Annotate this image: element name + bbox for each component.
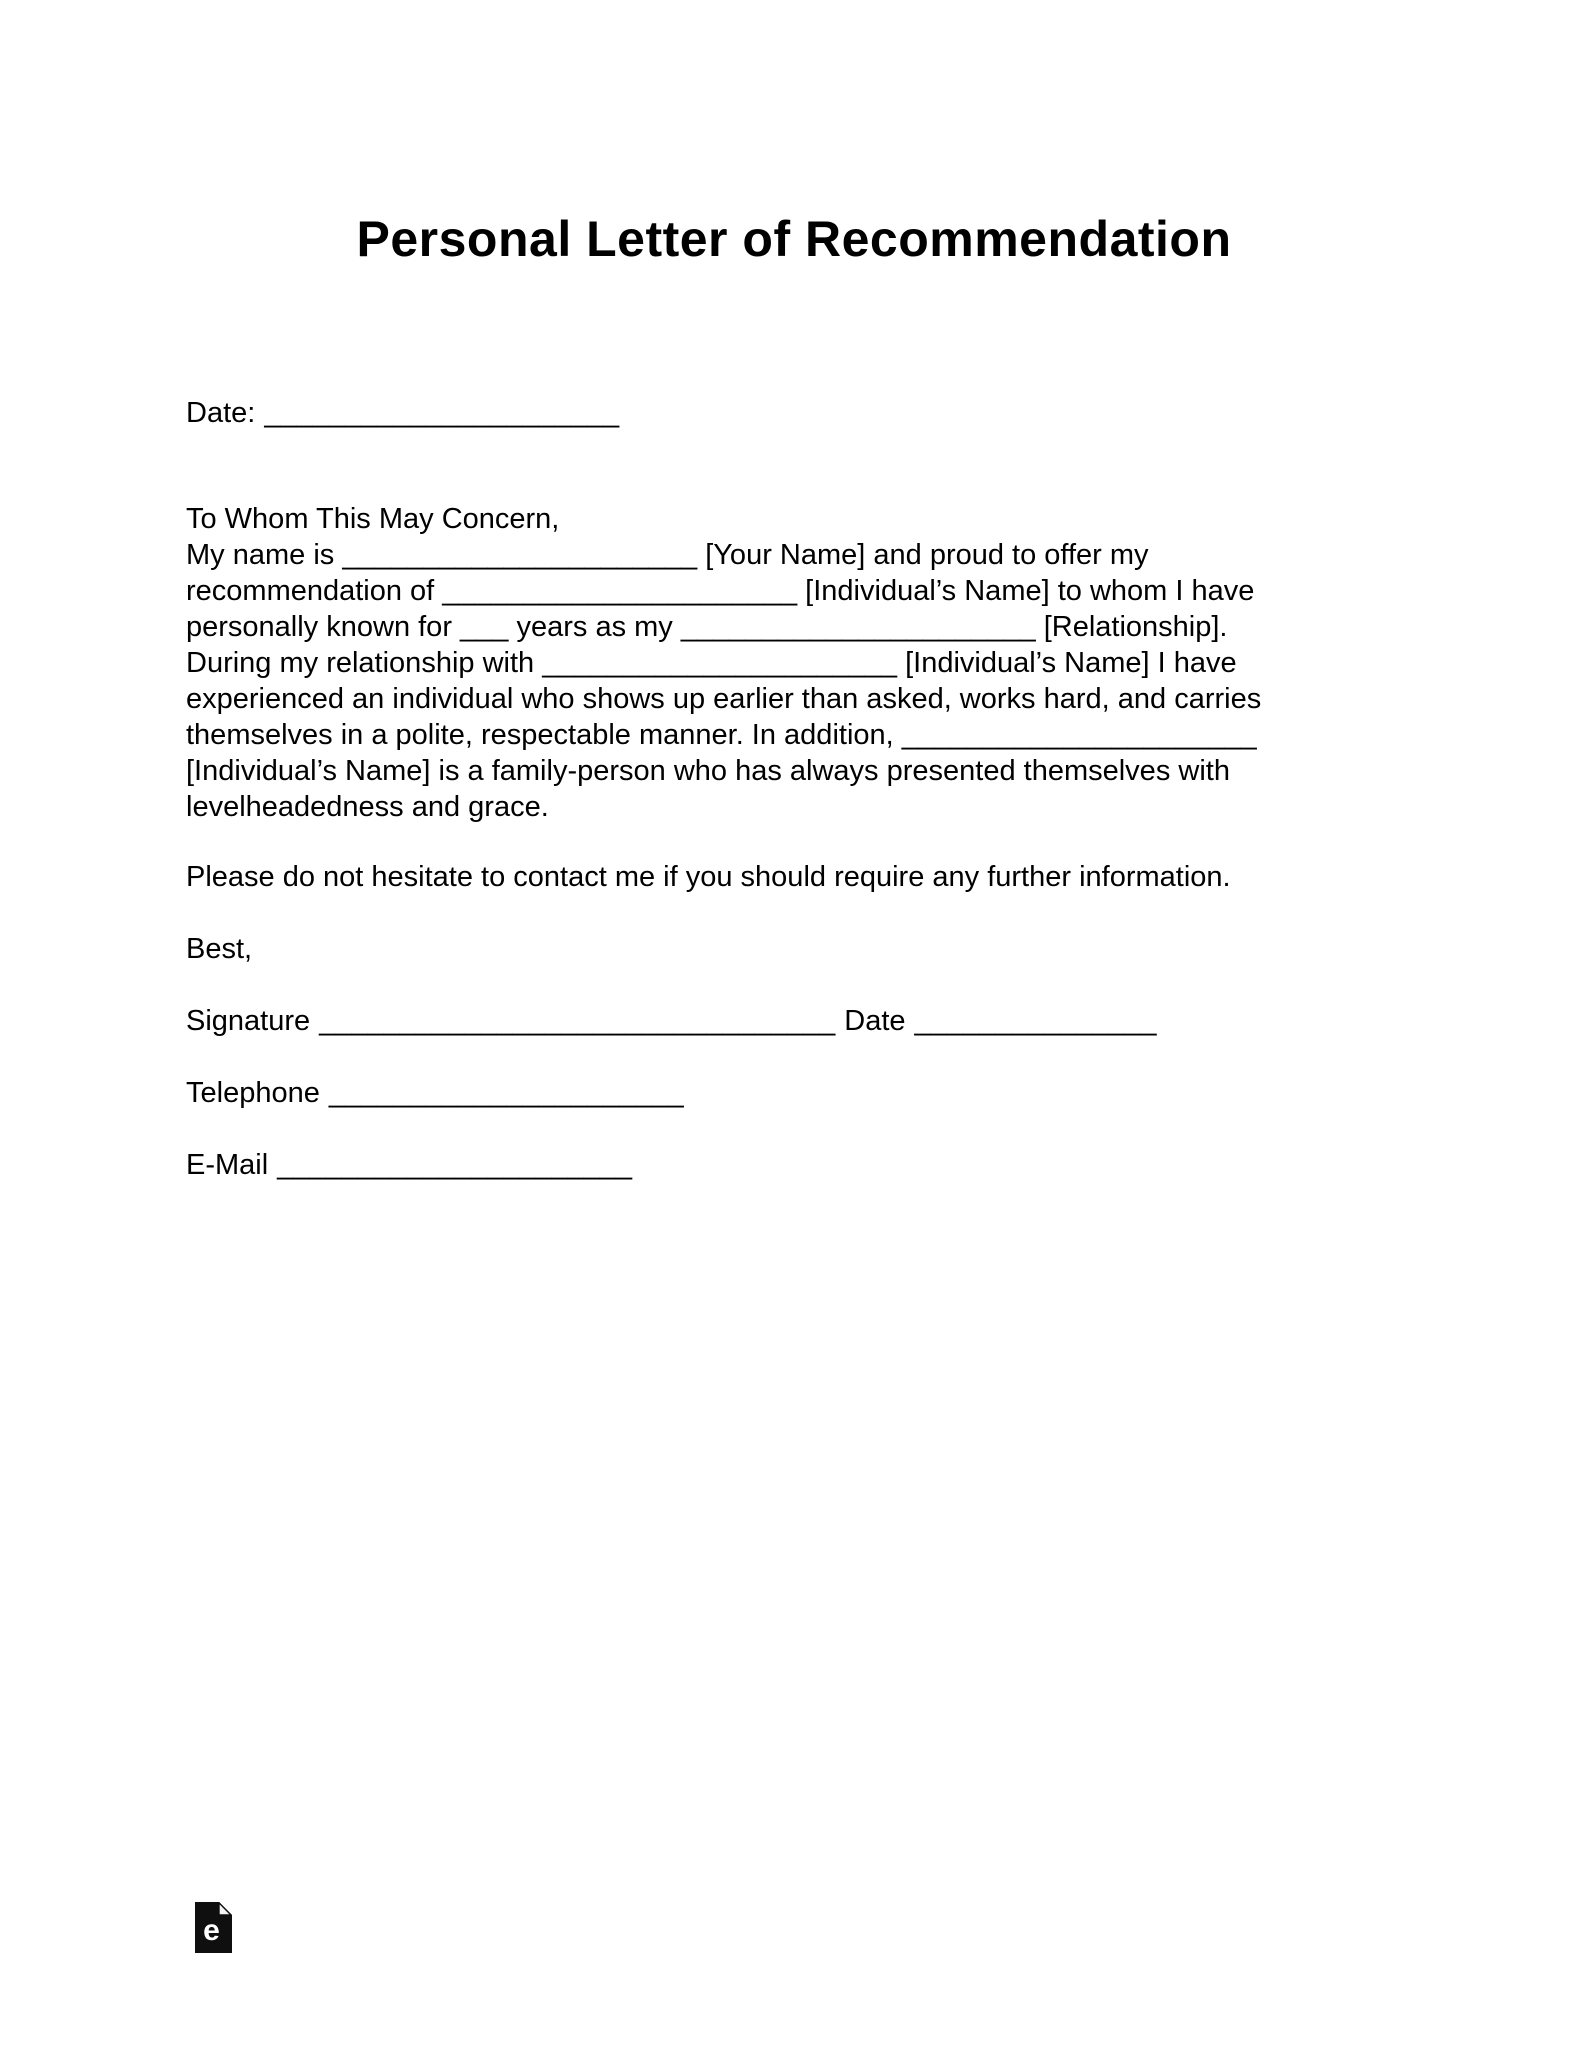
paragraph-line: levelheadedness and grace. bbox=[186, 791, 549, 823]
valediction: Best, bbox=[186, 933, 253, 965]
signature-row bbox=[186, 1003, 1402, 1039]
paragraph-line: themselves in a polite, respectable manner. In addition, ______________________ bbox=[186, 719, 1257, 751]
telephone-row bbox=[186, 1075, 1402, 1111]
paragraph-line: recommendation of ______________________ [Individual’s Name] to whom I have bbox=[186, 575, 1255, 607]
telephone-blank-line: ______________________ bbox=[328, 1077, 684, 1109]
paragraph-line: My name is ______________________ [Your Name] and proud to offer my bbox=[186, 539, 1149, 571]
email-blank-line: ______________________ bbox=[277, 1149, 632, 1181]
paragraph-introduction bbox=[186, 537, 1402, 645]
date-blank-line: ______________________ bbox=[264, 397, 620, 429]
logo-letter: e bbox=[203, 1914, 220, 1947]
email-row bbox=[186, 1147, 1402, 1183]
paragraph-line: personally known for ___ years as my ______________________ [Relationship]. bbox=[186, 611, 1228, 643]
salutation: To Whom This May Concern, bbox=[186, 503, 560, 535]
date-label: Date: bbox=[186, 397, 256, 429]
signature-label: Signature bbox=[186, 1005, 311, 1037]
paragraph-closing: Please do not hesitate to contact me if you should require any further information. bbox=[186, 861, 1231, 893]
signature-date-label: Date bbox=[844, 1005, 906, 1037]
signature-date-blank-line: _______________ bbox=[914, 1005, 1157, 1037]
paragraph-line: During my relationship with ______________________ [Individual’s Name] I have bbox=[186, 647, 1237, 679]
date-field-row bbox=[186, 395, 1402, 431]
telephone-label: Telephone bbox=[186, 1077, 320, 1109]
email-label: E-Mail bbox=[186, 1149, 269, 1181]
eforms-document-logo-icon bbox=[195, 1902, 232, 1953]
signature-blank-line: ________________________________ bbox=[319, 1005, 836, 1037]
paragraph-line: [Individual’s Name] is a family-person who has always presented themselves with bbox=[186, 755, 1230, 787]
paragraph-line: experienced an individual who shows up earlier than asked, works hard, and carries bbox=[186, 683, 1262, 715]
document-title: Personal Letter of Recommendation bbox=[356, 211, 1232, 267]
paragraph-relationship bbox=[186, 645, 1402, 825]
